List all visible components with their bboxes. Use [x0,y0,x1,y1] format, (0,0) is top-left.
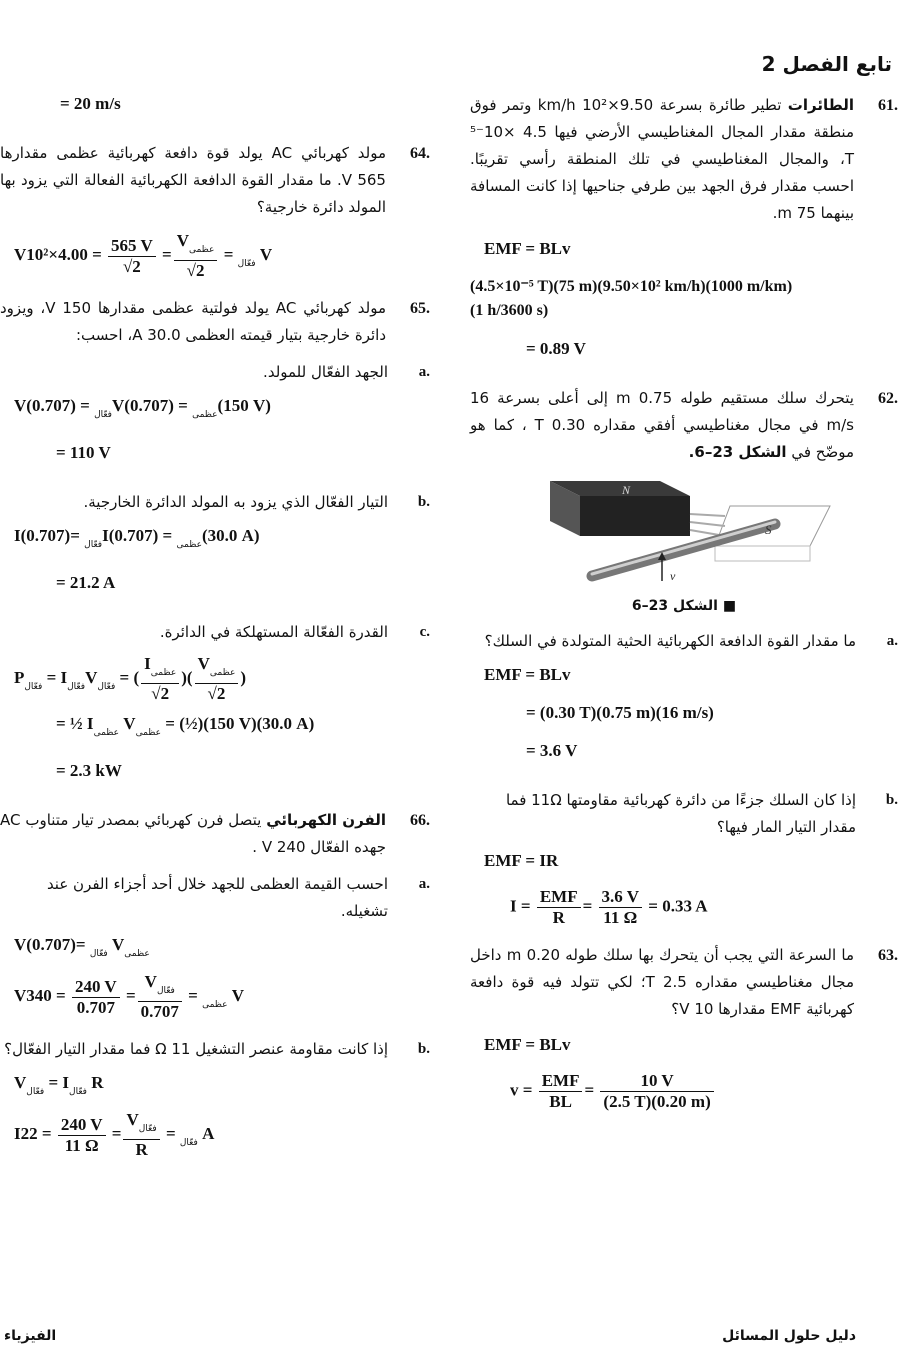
equation-result: = 3.6 V [526,741,578,760]
question-keyword: الطائرات [787,96,854,114]
question-65 [0,295,430,349]
question-text [0,807,386,861]
equation: EMF = BLv [484,665,571,684]
wire-magnet-illustration [540,476,840,586]
part-text: إذا كانت مقاومة عنصر التشغيل 11 Ω فما مقدار التيار الفعّال؟ [4,1040,388,1058]
question-number: .62 [878,390,898,407]
question-61 [470,92,898,227]
part-label: .b [417,1041,430,1057]
part-b [0,1036,430,1063]
header-chapter-number: 2 [761,52,776,76]
equation: = (0.30 T)(0.75 m)(16 m/s) [526,703,714,722]
field-arrow [690,522,725,526]
equation: I $_{فعّال}$ =(0.707)I $_{عظمى}$ = (0.707)(30.0 A) [14,526,260,550]
figure-caption: ■ الشكل 23–6 [631,598,737,614]
header-title: تابع الفصل [782,52,892,76]
equation-result: = 21.2 A [56,573,116,592]
question-number: .64 [410,145,430,162]
label-n: N [622,483,631,497]
label-s: S [765,522,772,537]
question-number: .63 [878,947,898,964]
equation: $V_{فعّال} = I_{فعّال}$ R [14,1073,104,1097]
figure-23-6 [540,476,840,586]
question-number: .66 [410,812,430,829]
question-keyword: الفرن الكهربائي [266,811,387,829]
equation-fraction: v = $\frac{\text{EMF}}{BL}$ = $\frac{10 V}{(2.5 T)(0.20 m)}$ [510,1071,898,1112]
question-66 [0,807,430,861]
part-text: ما مقدار القوة الدافعة الكهربائية الحثية المتولدة في السلك؟ [484,632,856,650]
part-text: احسب القيمة العظمى للجهد خلال أحد أجزاء الفرن عند تشغيله. [46,875,388,920]
equation: V $_{فعّال}$ = (0.707)V $_{عظمى}$ = (0.707)(150 V) [14,396,271,420]
equation-result: = 20 m/s [60,94,121,113]
question-body: يتصل فرن كهربائي بمصدر تيار متناوب AC جهده الفعّال 240 V . [0,811,386,856]
equation: EMF = IR [484,851,559,870]
part-label: .b [885,792,898,808]
question-body: يتحرك سلك مستقيم طوله 0.75 m إلى أعلى بسرعة 16 m/s في مجال مغناطيسي أفقي مقداره 0.30 T ، كما هو موضّح في [470,389,854,461]
equation: V $_{فعّال}$ =(0.707) $V_{عظمى}$ [14,935,150,959]
equation-fraction: I = $\frac{\text{EMF}}{R}$ = $\frac{3.6 V}{11 \Omega}$ = 0.33 A [510,887,708,927]
part-c [0,619,430,646]
part-text: الجهد الفعّال للمولد. [263,363,388,381]
part-label: .a [886,633,898,649]
label-v: v [670,569,676,583]
part-a [470,628,898,655]
question-text: مولد كهربائي AC يولد فولتية عظمى مقدارها 150 V، ويزود دائرة خارجية بتيار قيمته العظمى 30.0 A، احسب: [0,299,386,344]
question-text [470,92,854,227]
equation-power: $P_{فعّال} = I_{فعّال}V_{فعّال}$ = ( $\frac{I_{عظمى}}{√2}$ )( $\frac{V_{عظمى}}{√2}$ ) [14,654,246,703]
part-text: القدرة الفعّالة المستهلكة في الدائرة. [159,623,388,641]
equation: (4.5×10⁻⁵ T)(75 m)(9.50×10² km/h)(1000 m/km) [470,278,793,295]
part-b [0,489,430,516]
equation: = ½ $I_{عظمى}$ $V_{عظمى}$ = (½)(150 V)(30.0 A) [56,714,315,738]
equation-fraction: V $_{فعّال}$ = $\frac{V_{عظمى}}{√2}$ = $\frac{565 V}{√2}$ = 4.00×10² V [14,231,273,280]
footer-guide: دليل حلول المسائل [722,1328,856,1344]
part-a [0,871,430,925]
part-label: .b [417,494,430,510]
part-text: إذا كان السلك جزءًا من دائرة كهربائية مقاومتها 11Ω فما مقدار التيار المار فيها؟ [505,791,856,836]
part-text: التيار الفعّال الذي يزود به المولد الدائرة الخارجية. [83,493,388,511]
question-number: .65 [410,300,430,317]
part-b [470,787,898,841]
question-body: تطير طائرة بسرعة 9.50×10² km/h وتمر فوق منطقة مقدار المجال المغناطيسي الأرضي فيها 4.5 ×10⁻⁵ T، والمجال المغناطيسي في تلك المنطقة رأسي تقريبًا. احسب مقدار فرق الجهد بين طرفي جناحيها إذا كانت المسافة بينهما 75 m. [470,96,854,222]
question-64 [0,140,430,221]
equation: EMF = BLv [484,1035,571,1054]
magnet-n-front [580,496,690,536]
equation-result: = 110 V [56,443,111,462]
equation-fraction: I $_{فعّال}$ = $\frac{V_{فعّال}}{R}$ = $\frac{240 V}{11 \Omega}$ = 22 A [14,1110,215,1159]
equation-result: = 2.3 kW [56,761,122,780]
question-62 [470,385,898,466]
equation-result: = 0.89 V [526,339,586,358]
equation-fraction: V $_{عظمى}$ = $\frac{V_{فعّال}}{0.707}$ = $\frac{240 V}{0.707}$ = 340 V [14,972,245,1021]
equation: (1 h/3600 s) [470,302,549,319]
figure-reference: الشكل 23–6. [688,443,787,461]
left-column [0,92,430,1160]
part-label: .a [418,876,430,892]
equation: EMF = BLv [484,239,571,258]
question-text [470,385,854,466]
part-label: .a [418,364,430,380]
question-text: ما السرعة التي يجب أن يتحرك بها سلك طوله 0.20 m داخل مجال مغناطيسي مقداره 2.5 T؛ لكي تتولد فيه قوة دافعة كهربائية EMF مقدارها 10 V؟ [470,946,854,1018]
question-63 [470,942,898,1023]
part-label: .c [419,624,430,640]
part-a [0,359,430,386]
right-column [470,92,898,1112]
footer-subject: الفيزياء [4,1328,57,1344]
chapter-header [762,52,892,76]
field-arrow [690,514,725,516]
question-text: مولد كهربائي AC يولد قوة دافعة كهربائية عظمى مقدارها 565 V. ما مقدار القوة الدافعة الكهربائية الفعالة التي يزود بها المولد دائرة خارجية؟ [0,144,386,216]
question-number: .61 [878,97,898,114]
